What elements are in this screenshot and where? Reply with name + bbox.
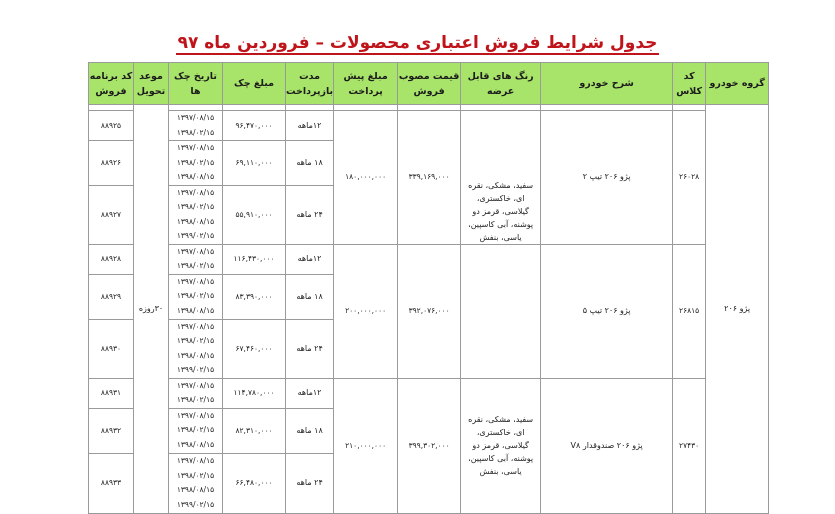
check-dates-cell: ۱۳۹۷/۰۸/۱۵ ۱۳۹۸/۰۲/۱۵ [169, 111, 223, 141]
header-check-amount: مبلغ چک [223, 63, 286, 105]
header-colors: رنگ های قابل عرضه [461, 63, 541, 105]
header-prepayment: مبلغ پیش پرداخت [334, 63, 398, 105]
class-code-cell: ۲۶۸۱۵ [673, 244, 706, 378]
program-code-cell: ۸۸۹۳۰ [89, 319, 134, 378]
price-cell: ۳۹۹,۳۰۲,۰۰۰ [398, 378, 461, 513]
header-term: مدت بازپرداخت [286, 63, 334, 105]
page-title [0, 33, 835, 53]
check-amount-cell: ۸۲,۳۱۰,۰۰۰ [223, 408, 286, 453]
term-cell: ۱۸ ماهه [286, 274, 334, 319]
term-cell: ۱۲ماهه [286, 111, 334, 141]
check-dates-cell: ۱۳۹۷/۰۸/۱۵ ۱۳۹۸/۰۲/۱۵ [169, 378, 223, 408]
prepayment-cell: ۲۰۰,۰۰۰,۰۰۰ [334, 244, 398, 378]
table-row [89, 244, 769, 274]
program-code-cell: ۸۸۹۲۹ [89, 274, 134, 319]
prepayment-cell: ۱۸۰,۰۰۰,۰۰۰ [334, 111, 398, 245]
check-amount-cell: ۹۶,۴۷۰,۰۰۰ [223, 111, 286, 141]
check-amount-cell: ۱۱۴,۷۸۰,۰۰۰ [223, 378, 286, 408]
table-row [89, 378, 769, 408]
check-amount-cell: ۵۵,۹۱۰,۰۰۰ [223, 185, 286, 244]
term-cell: ۱۲ماهه [286, 378, 334, 408]
class-code-cell: ۲۶۰۲۸ [673, 111, 706, 245]
prepayment-cell: ۲۱۰,۰۰۰,۰۰۰ [334, 378, 398, 513]
check-dates-cell: ۱۳۹۷/۰۸/۱۵ ۱۳۹۸/۰۲/۱۵ ۱۳۹۸/۰۸/۱۵ [169, 274, 223, 319]
header-program-code: کد برنامه فروش [89, 63, 134, 105]
header-row [89, 63, 769, 105]
header-delivery: موعد تحویل [134, 63, 169, 105]
header-description: شرح خودرو [541, 63, 673, 105]
header-price: قیمت مصوب فروش [398, 63, 461, 105]
term-cell: ۱۲ماهه [286, 244, 334, 274]
program-code-cell: ۸۸۹۳۳ [89, 453, 134, 513]
check-dates-cell: ۱۳۹۷/۰۸/۱۵ ۱۳۹۸/۰۲/۱۵ ۱۳۹۸/۰۸/۱۵ ۱۳۹۹/۰۲/۱۵ [169, 185, 223, 244]
check-dates-cell: ۱۳۹۷/۰۸/۱۵ ۱۳۹۸/۰۲/۱۵ [169, 244, 223, 274]
colors-cell: سفید، مشکی، نقره ای، خاکستری، گیلاسی، قرمز دو پوشنه، آبی کاسپین، یاسی، بنفش [461, 378, 541, 513]
colors-cell [461, 111, 541, 245]
price-cell: ۳۳۹,۱۶۹,۰۰۰ [398, 111, 461, 245]
check-amount-cell: ۶۶,۴۸۰,۰۰۰ [223, 453, 286, 513]
check-dates-cell: ۱۳۹۷/۰۸/۱۵ ۱۳۹۸/۰۲/۱۵ ۱۳۹۸/۰۸/۱۵ [169, 141, 223, 186]
check-amount-cell: ۱۱۶,۴۳۰,۰۰۰ [223, 244, 286, 274]
program-code-cell: ۸۸۹۲۷ [89, 185, 134, 244]
price-cell: ۳۹۲,۰۷۶,۰۰۰ [398, 244, 461, 378]
description-cell: پژو ۲۰۶ تیپ ۲ [541, 111, 673, 245]
class-code-cell: ۲۷۴۳۰ [673, 378, 706, 513]
description-cell: پژو ۲۰۶ تیپ ۵ [541, 244, 673, 378]
term-cell: ۲۴ ماهه [286, 185, 334, 244]
check-amount-cell: ۶۹,۱۱۰,۰۰۰ [223, 141, 286, 186]
header-group: گروه خودرو [706, 63, 769, 105]
program-code-cell: ۸۸۹۲۸ [89, 244, 134, 274]
term-cell: ۱۸ ماهه [286, 141, 334, 186]
program-code-cell: ۸۸۹۳۱ [89, 378, 134, 408]
term-cell: ۲۴ ماهه [286, 319, 334, 378]
check-dates-cell: ۱۳۹۷/۰۸/۱۵ ۱۳۹۸/۰۲/۱۵ ۱۳۹۸/۰۸/۱۵ ۱۳۹۹/۰۲/۱۵ [169, 319, 223, 378]
program-code-cell: ۸۸۹۳۲ [89, 408, 134, 453]
term-cell: ۱۸ ماهه [286, 408, 334, 453]
program-code-cell: ۸۸۹۲۶ [89, 141, 134, 186]
check-amount-cell: ۸۳,۳۹۰,۰۰۰ [223, 274, 286, 319]
check-dates-cell: ۱۳۹۷/۰۸/۱۵ ۱۳۹۸/۰۲/۱۵ ۱۳۹۸/۰۸/۱۵ [169, 408, 223, 453]
delivery-cell: ۳۰روزه [134, 105, 169, 514]
header-class-code: کد کلاس [673, 63, 706, 105]
check-dates-cell: ۱۳۹۷/۰۸/۱۵ ۱۳۹۸/۰۲/۱۵ ۱۳۹۸/۰۸/۱۵ ۱۳۹۹/۰۲/۱۵ [169, 453, 223, 513]
group-cell: پژو ۲۰۶ [706, 105, 769, 514]
sales-conditions-table [88, 62, 769, 514]
program-code-cell: ۸۸۹۲۵ [89, 111, 134, 141]
check-amount-cell: ۶۷,۴۶۰,۰۰۰ [223, 319, 286, 378]
description-cell: پژو ۲۰۶ صندوقدار V۸ [541, 378, 673, 513]
title-text: جدول شرایط فروش اعتباری محصولات – فروردین ماه ۹۷ [177, 33, 658, 53]
colors-cell-empty [461, 244, 541, 378]
table-row [89, 111, 769, 141]
term-cell: ۲۴ ماهه [286, 453, 334, 513]
header-check-dates: تاریخ چک ها [169, 63, 223, 105]
colors-text: سفید، مشکی، نقره ای، خاکستری، گیلاسی، قرمز دو پوشنه، آبی کاسپین، یاسی، بنفش [468, 180, 534, 242]
